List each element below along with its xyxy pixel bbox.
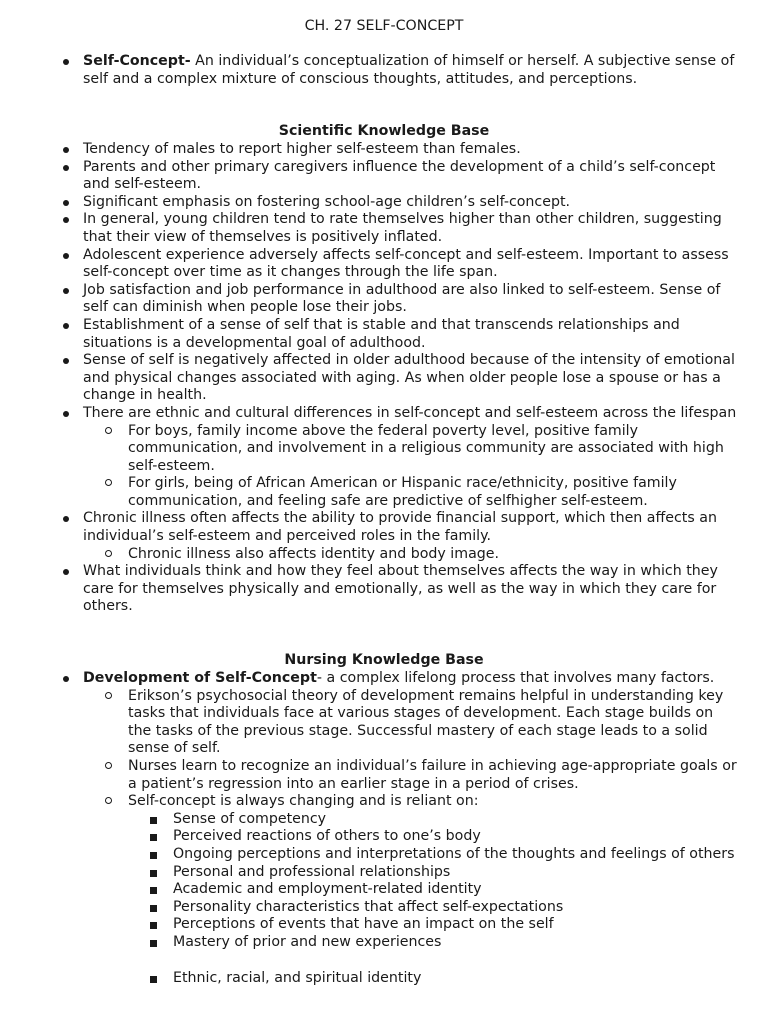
list-item: In general, young children tend to rate themselves higher than other children, suggesting that their view of themselves is positively inflated. [57, 211, 737, 246]
heading-scientific-knowledge-base: Scientific Knowledge Base [278, 123, 490, 139]
intro-list [57, 53, 737, 88]
term-development-of-self-concept: Development of Self-Concept [83, 670, 317, 686]
nursing-list [57, 670, 737, 987]
definition-development: - a complex lifelong process that involves many factors. [316, 670, 715, 686]
sub-list-item-reliant [102, 793, 737, 987]
list-item-text: There are ethnic and cultural differences in self-concept and self-esteem across the lifespan [83, 404, 737, 421]
sub-list-item: Nurses learn to recognize an individual’s failure in achieving age-appropriate goals or a patient’s regression into an earlier stage in a period of crises. [102, 758, 737, 793]
list-item: Significant emphasis on fostering school-age children’s self-concept. [57, 194, 737, 212]
chronic-sublist [102, 546, 737, 564]
sub-sub-list-item: Personal and professional relationships [147, 864, 737, 882]
sub-list-item: Chronic illness also affects identity and body image. [102, 546, 737, 564]
scientific-list [57, 141, 737, 616]
reliant-sublist [147, 811, 737, 987]
sub-list-item-text: Self-concept is always changing and is reliant on: [128, 793, 479, 810]
list-item: Job satisfaction and job performance in adulthood are also linked to self-esteem. Sense of self can diminish when people lose their jobs. [57, 282, 737, 317]
heading-nursing-knowledge-base: Nursing Knowledge Base [284, 652, 484, 668]
sub-list-item: For boys, family income above the federal poverty level, positive family communication, and involvement in a religious community are associated with high self-esteem. [102, 423, 737, 476]
list-item: What individuals think and how they feel about themselves affects the way in which they care for themselves physically and emotionally, as well as the way in which they care for others. [57, 563, 737, 616]
list-item: Sense of self is negatively affected in older adulthood because of the intensity of emotional and physical changes associated with aging. As when older people lose a spouse or has a change in health. [57, 352, 737, 405]
sub-list-item: For girls, being of African American or Hispanic race/ethnicity, positive family communication, and feeling safe are predictive of selfhigher self-esteem. [102, 475, 737, 510]
list-item-chronic-illness [57, 510, 737, 563]
list-item: Parents and other primary caregivers influence the development of a child’s self-concept and self-esteem. [57, 159, 737, 194]
sub-sub-list-item: Perceived reactions of others to one’s body [147, 828, 737, 846]
page-title: CH. 27 SELF-CONCEPT [304, 18, 464, 34]
list-item: Adolescent experience adversely affects self-concept and self-esteem. Important to assess self-concept over time as it changes through the life span. [57, 247, 737, 282]
list-item-development [57, 670, 737, 987]
sub-sub-list-item: Ongoing perceptions and interpretations of the thoughts and feelings of others [147, 846, 737, 864]
development-sublist [102, 688, 737, 988]
sub-sub-list-item: Personality characteristics that affect self-expectations [147, 899, 737, 917]
sub-sub-list-item: Sense of competency [147, 811, 737, 829]
definition-self-concept: An individual’s conceptualization of himself or herself. A subjective sense of self and a complex mixture of conscious thoughts, attitudes, and perceptions. [83, 53, 735, 87]
list-item: Establishment of a sense of self that is stable and that transcends relationships and situations is a developmental goal of adulthood. [57, 317, 737, 352]
list-item-text: Chronic illness often affects the ability to provide financial support, which then affects an individual’s self-esteem and perceived roles in the family. [83, 510, 717, 545]
sub-list-item: Erikson’s psychosocial theory of development remains helpful in understanding key tasks that individuals face at various stages of development. Each stage builds on the tasks of the previous stage. Successful mastery of each stage leads to a solid sense of self. [102, 688, 737, 758]
sub-sub-list-item: Academic and employment-related identity [147, 881, 737, 899]
list-item: Tendency of males to report higher self-esteem than females. [57, 141, 737, 159]
sub-sub-list-item: Mastery of prior and new experiences [147, 934, 737, 952]
sub-sub-list-item: Ethnic, racial, and spiritual identity [147, 970, 737, 988]
list-item-ethnic-differences [57, 405, 737, 511]
ethnic-sublist [102, 423, 737, 511]
term-self-concept: Self-Concept- [83, 53, 191, 69]
sub-sub-list-item: Perceptions of events that have an impact on the self [147, 916, 737, 934]
list-item-self-concept [57, 53, 737, 88]
